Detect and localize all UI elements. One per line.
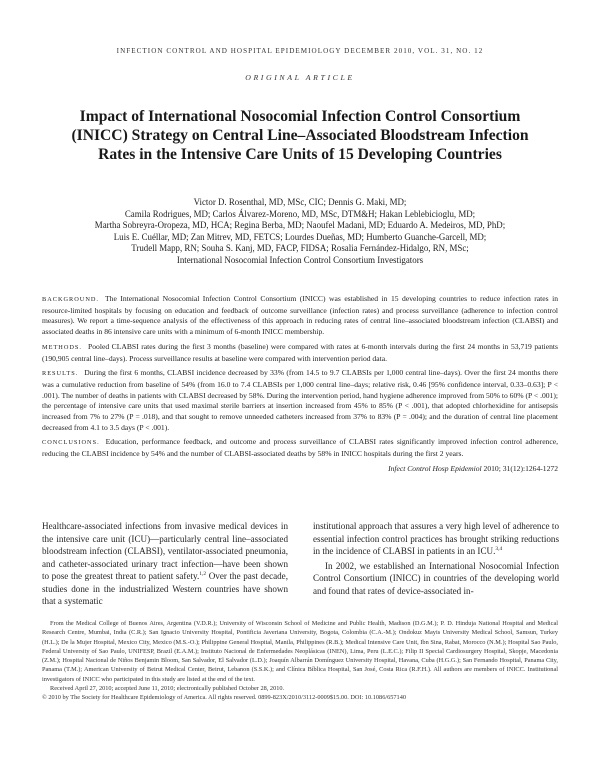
abstract-conclusions — [42, 437, 558, 459]
abstract-section-text: The International Nosocomial Infection Control Consortium (INICC) was established in 15 developing countries to reduce infection rates in resource-limited hospitals by focusing on education and feedback of outcome surveillance (infection rates) and process surveillance (adherence to infection control measures). We report a time-sequence analysis of the effectiveness of this approach in reducing rates of central line–associated bloodstream infection (CLABSI) and associated deaths in 86 intensive care units with a minimum of 6-month INICC membership. — [42, 294, 558, 337]
abstract-section-text: Education, performance feedback, and outcome and process surveillance of CLABSI rates significantly improved infection control adherence, reducing the CLABSI incidence by 54% and the number of CLABSI-associated deaths by 58% in INICC hospitals during the first 2 years. — [42, 437, 558, 459]
reference-superscript: 3,4 — [495, 545, 503, 552]
affiliations-text: From the Medical College of Buenos Aires, Argentina (V.D.R.); University of Wisconsin School of Medicine and Public Health, Madison (D.G.M.); P. D. Hinduja National Hospital and Medical Research Centre, Mumbai, India (C.R.); San Ignacio University Hospital, Pontificia Javeriana University, Bogota, Colombia (C.A.-M.); Ondokuz Mayis University Medical School, Samsun, Turkey (H.L.); De la Mujer Hospital, Mexico City, Mexico (M.S.-O.); Philippine General Hospital, Manila, Philippines (R.B.); Medical Intensive Care Unit, Ibn Sina, Rabat, Morocco (N.M.); Hospital Sao Paulo, Federal University of Sao Paulo, UNIFESP, Brazil (E.A.M.); Instituto Nacional de Enfermedades Neoplásicas (INEN), Lima, Peru (L.E.C.); Filip II Special Cardiosurgery Hospital, Skopje, Macedonia (Z.M.); Hospital Nacional de Niños Benjamin Bloom, San Salvador, El Salvador (L.D.); Joaquín Albarrán Domínguez University Hospital, Havana, Cuba (H.G.G.); San Fernando Hospital, Panama City, Panama (T.M.); American University of Beirut Medical Center, Beirut, Lebanon (S.S.K.); and Clínica Bíblica Hospital, San José, Costa Rica (R.F.H.). All authors are members of INICC. Institutional investigators of INICC who participated in this study are listed at the end of the text. — [42, 620, 558, 683]
citation-journal: Infect Control Hosp Epidemiol — [388, 463, 482, 473]
citation — [42, 464, 558, 475]
abstract-section-text: Pooled CLABSI rates during the first 3 months (baseline) were compared with rates at 6-month intervals during the first 24 months in 53,719 patients (190,905 central line–days). Process surveillance results at baseline were compared with intervention period data. — [42, 341, 558, 363]
author-line: Victor D. Rosenthal, MD, MSc, CIC; Dennis G. Maki, MD; — [193, 197, 407, 207]
affiliations-footnote — [42, 619, 558, 703]
abstract-section-label: RESULTS. — [42, 370, 79, 378]
citation-volume: 2010; 31(12):1264-1272 — [481, 463, 558, 473]
author-line: Trudell Mapp, RN; Souha S. Kanj, MD, FACP, FIDSA; Rosalia Fernández-Hidalgo, RN, MSc; — [131, 243, 469, 253]
abstract — [42, 294, 558, 475]
body-text: institutional approach that assures a very high level of adherence to essential infection control practices has brought striking reductions in the incidence of CLABSI in patients in an ICU. — [313, 521, 559, 556]
article-title — [40, 107, 560, 164]
running-head: INFECTION CONTROL AND HOSPITAL EPIDEMIOLOGY DECEMBER 2010, VOL. 31, NO. 12 — [116, 47, 484, 55]
abstract-background — [42, 294, 558, 338]
title-line: Rates in the Intensive Care Units of 15 Developing Countries — [98, 146, 502, 163]
article-type-label: ORIGINAL ARTICLE — [245, 73, 355, 82]
abstract-section-label: CONCLUSIONS. — [42, 439, 100, 447]
body-paragraph: In 2002, we established an International Nosocomial Infection Control Consortium (INICC) in countries of the developing world and found that rates of device-associated in- — [313, 560, 559, 596]
author-line: International Nosocomial Infection Control Consortium Investigators — [176, 254, 424, 265]
abstract-results — [42, 368, 558, 433]
abstract-section-text: During the first 6 months, CLABSI incidence decreased by 33% (from 14.5 to 9.7 CLABSIs per 1,000 central line–days). Over the first 24 months there was a cumulative reduction from baseline of 54% (from 16.0 to 7.4 CLABSIs per 1,000 central line–days; relative risk, 0.46 [95% confidence interval, 0.33–0.63]; P < .001). The number of deaths in patients with CLABSI decreased by 58%. During the intervention period, hand hygiene adherence improved from 50% to 60% (P < .001); the percentage of intensive care units that used maximal sterile barriers at insertion increased from 45% to 85% (P < .001), that adopted chlorhexidine for antisepsis increased from 7% to 27% (P = .018), and that sought to remove unneeded catheters increased from 37% to 83% (P = .004); and the duration of central line placement decreased from 4.1 to 3.5 days (P < .001). — [42, 368, 558, 432]
author-list — [30, 197, 570, 266]
title-line: Impact of International Nosocomial Infection Control Consortium — [79, 108, 521, 125]
body-column-right — [313, 520, 559, 599]
abstract-section-label: METHODS. — [42, 343, 83, 351]
author-line: Martha Sobreyra-Oropeza, MD, HCA; Regina Berba, MD; Naoufel Madani, MD; Eduardo A. Medeiros, MD, PhD; — [94, 220, 506, 230]
body-text: Healthcare-associated infections from invasive medical devices in the intensive care unit (ICU)—particularly central line–associated bloodstream infection (CLABSI), ventilator-associated pneumonia, and catheter-associated urinary tract infection—have been shown to pose the greatest threat to patient safety. — [42, 521, 288, 581]
body-text: Over the past decade, studies done in the industrialized Western countries have shown that a systematic — [42, 571, 288, 606]
title-line: (INICC) Strategy on Central Line–Associated Bloodstream Infection — [71, 127, 529, 144]
author-line: Camila Rodrigues, MD; Carlos Álvarez-Moreno, MD, MSc, DTM&H; Hakan Leblebicioglu, MD; — [124, 208, 476, 219]
copyright-line: © 2010 by The Society for Healthcare Epidemiology of America. All rights reserved. 0899-823X/2010/3112-0009$15.00. DOI: 10.1086/657140 — [42, 694, 406, 702]
author-line: Luis E. Cuéllar, MD; Zan Mitrev, MD, FETCS; Lourdes Dueñas, MD; Humberto Guanche-Garcell, MD; — [113, 231, 487, 242]
body-paragraph — [313, 520, 559, 558]
received-dates: Received April 27, 2010; accepted June 11, 2010; electronically published October 28, 2010. — [50, 685, 285, 693]
abstract-methods — [42, 342, 558, 364]
abstract-section-label: BACKGROUND. — [42, 296, 100, 303]
reference-superscript: 1,2 — [199, 570, 207, 577]
body-column-left — [42, 520, 288, 608]
